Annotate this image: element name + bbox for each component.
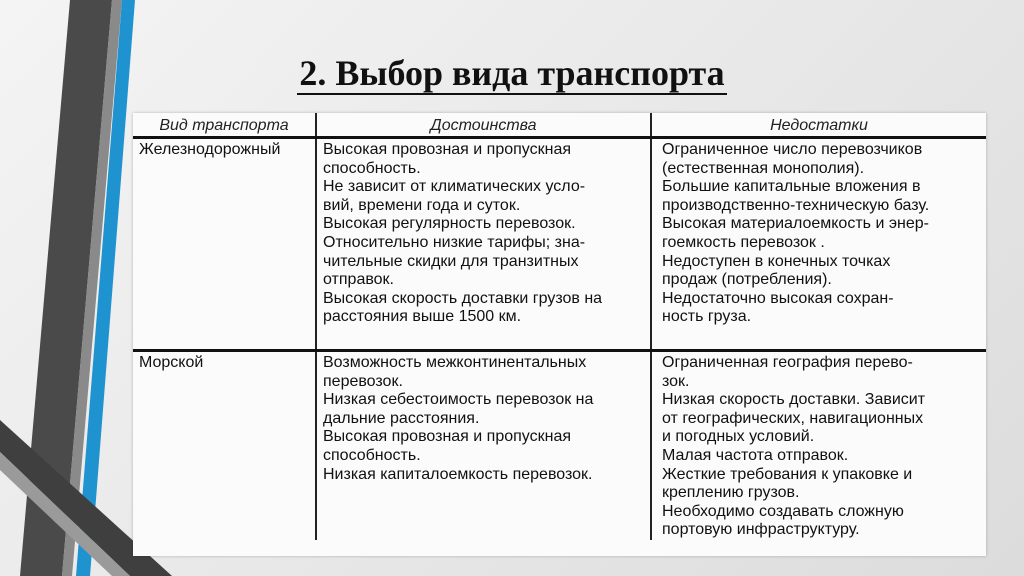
header-transport-type: Вид транспорта (133, 113, 316, 138)
disadvantage-line: Низкая скорость доставки. Зависит (662, 391, 926, 409)
advantage-line: Высокая провозная и пропускная (323, 141, 572, 158)
grey-diagonal (0, 452, 130, 576)
table-row-railway (133, 138, 986, 351)
cell-advantages (316, 138, 651, 351)
disadvantage-line: Недоступен в конечных точках (662, 252, 891, 270)
advantage-line: Низкая себестоимость перевозок на (323, 391, 594, 409)
cell-transport-type (133, 138, 316, 351)
advantage-line: расстояния выше 1500 км. (323, 308, 522, 326)
disadvantage-line: креплению грузов. (662, 484, 800, 502)
disadvantage-line: Недостаточно высокая сохран- (662, 289, 894, 307)
cell-advantages (316, 351, 651, 540)
disadvantage-line: портовую инфраструктуру. (662, 521, 860, 539)
advantage-line: Низкая капиталоемкость перевозок. (323, 465, 593, 483)
disadvantage-line: (естественная монополия). (662, 159, 865, 177)
advantage-line: Не зависит от климатических усло- (323, 178, 586, 196)
advantage-line: Высокая провозная и пропускная (323, 428, 572, 446)
disadvantage-line: Ограниченное число перевозчиков (662, 141, 923, 158)
disadvantage-line: производственно-техническую базу. (662, 196, 930, 214)
disadvantage-line: Жесткие требования к упаковке и (662, 465, 913, 483)
advantage-line: способность. (323, 446, 421, 464)
page-title: 2. Выбор вида транспорта (299, 53, 725, 93)
disadvantage-line: Большие капитальные вложения в (662, 178, 921, 196)
table-row-sea (133, 351, 986, 540)
comparison-table (133, 113, 986, 556)
advantage-line: перевозок. (323, 372, 403, 390)
advantage-line: Высокая скорость доставки грузов на (323, 289, 603, 307)
disadvantage-line: и погодных условий. (662, 428, 815, 446)
disadvantage-line: гоемкость перевозок . (662, 233, 825, 251)
disadvantage-line: зок. (662, 372, 690, 390)
transport-type-label: Железнодорожный (139, 141, 281, 158)
advantage-line: отправок. (323, 271, 394, 289)
table-header-row (133, 113, 986, 138)
advantage-line: Относительно низкие тарифы; зна- (323, 233, 586, 251)
header-disadvantages: Недостатки (651, 113, 986, 138)
disadvantage-line: Ограниченная география перево- (662, 354, 913, 371)
disadvantage-line: от географических, навигационных (662, 409, 924, 427)
advantage-line: Возможность межконтинентальных (323, 354, 587, 371)
advantage-line: Высокая регулярность перевозок. (323, 215, 576, 233)
advantage-line: способность. (323, 159, 421, 177)
advantage-line: дальние расстояния. (323, 409, 480, 427)
header-advantages: Достоинства (316, 113, 651, 138)
cell-transport-type (133, 351, 316, 540)
disadvantage-line: Высокая материалоемкость и энер- (662, 215, 929, 233)
disadvantage-line: Малая частота отправок. (662, 446, 849, 464)
cell-disadvantages (651, 351, 986, 540)
cell-disadvantages (651, 138, 986, 351)
disadvantage-line: ность груза. (662, 308, 752, 326)
disadvantage-line: Необходимо создавать сложную (662, 502, 904, 520)
advantage-line: вий, времени года и суток. (323, 196, 521, 214)
transport-type-label: Морской (139, 354, 204, 371)
advantage-line: чительные скидки для транзитных (323, 252, 579, 270)
disadvantage-line: продаж (потребления). (662, 271, 832, 289)
